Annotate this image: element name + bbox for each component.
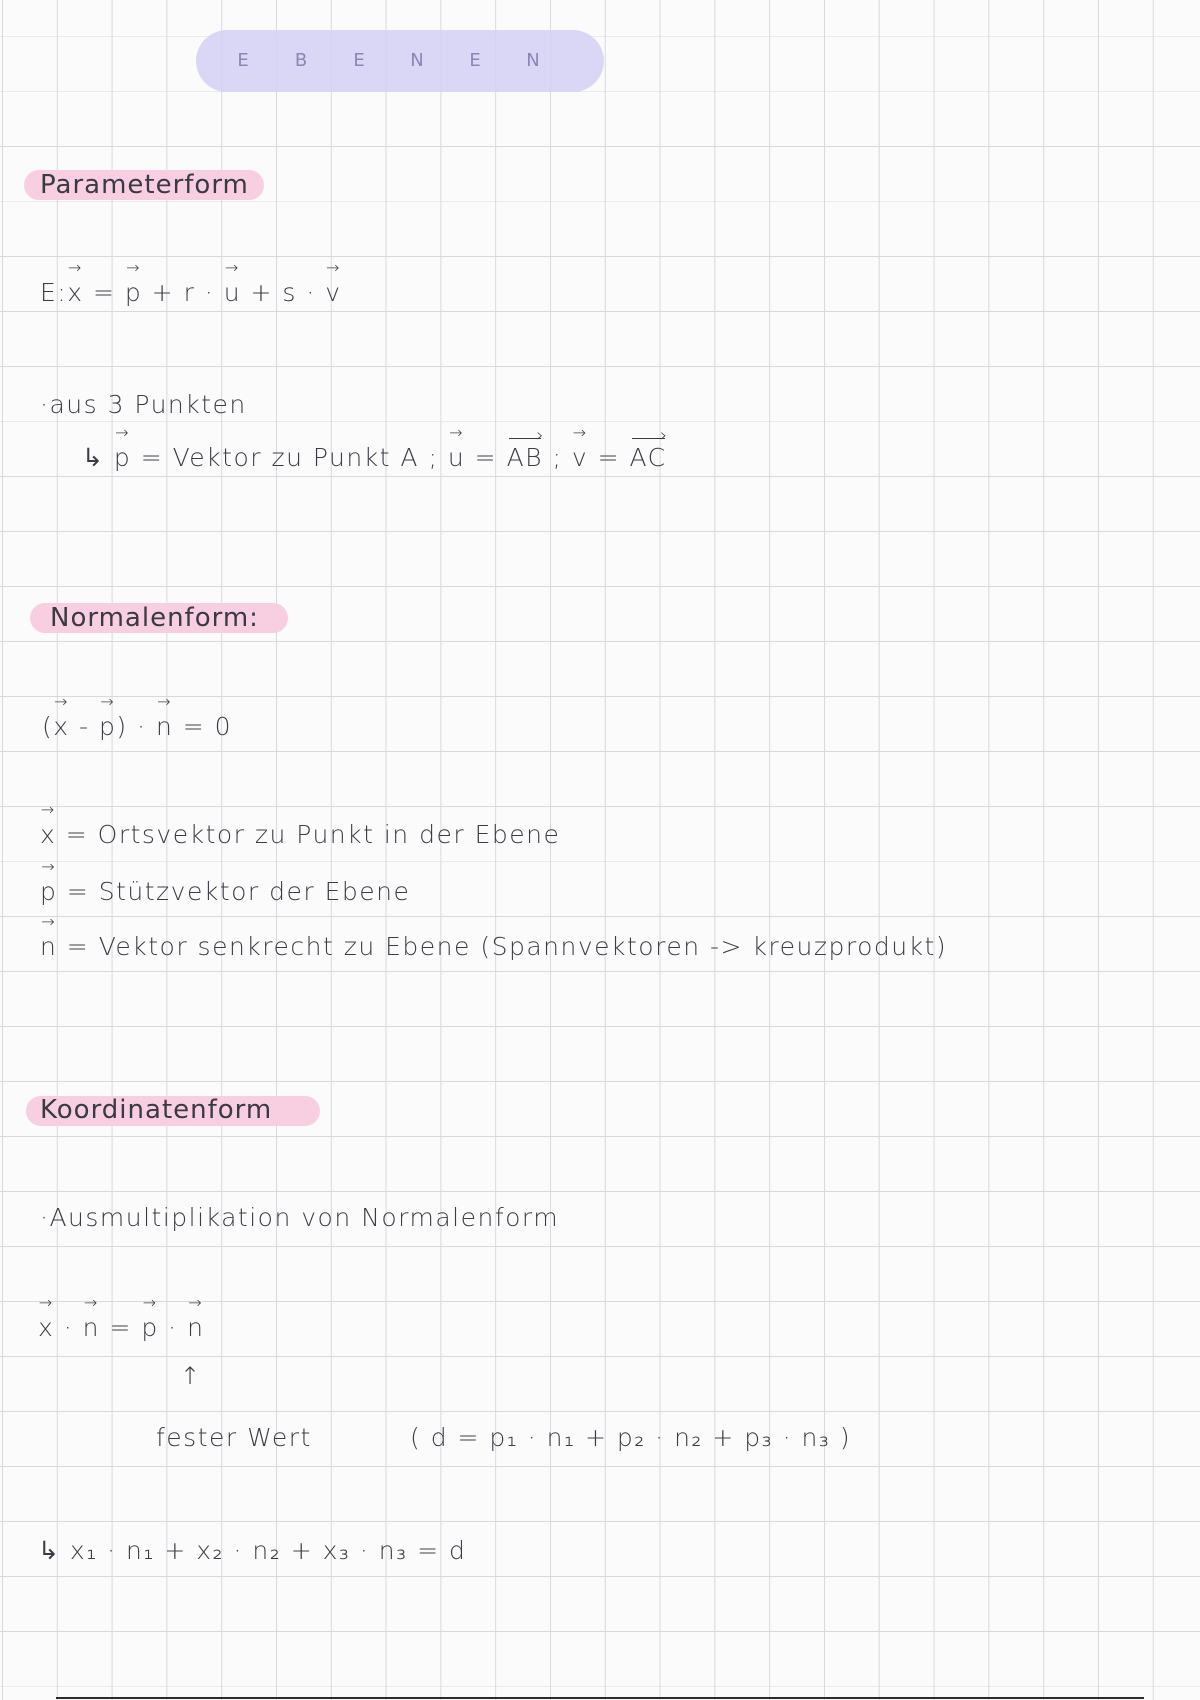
eq-text: ) · [116,712,156,741]
title-letter: E [353,50,365,71]
vector-n: → n [83,1313,100,1342]
vector-x: → x [53,712,69,741]
note-text: = [588,443,630,472]
vector-p: → p [114,443,131,472]
punkten-note [82,443,667,472]
parameterform-equation [40,278,342,307]
note-text: ↳ [82,443,114,472]
vector-n: → n [187,1313,204,1342]
page-title [196,24,604,100]
vector-p: → p [40,877,57,906]
title-letter: E [469,50,481,71]
vector-ab: AB › [507,443,543,472]
heading-koordinatenform: Koordinatenform [40,1095,273,1125]
eq-text: · [158,1313,188,1342]
note-text: = [465,443,507,472]
vector-u: → u [224,278,241,307]
title-letter: B [294,50,308,71]
fester-wert-text: fester Wert [156,1423,312,1452]
definition-row [40,820,560,849]
vector-ac: AC › [630,443,667,472]
vector-x: → x [40,820,56,849]
eq-text: = [83,278,125,307]
title-letter: N [410,50,424,71]
eq-text: ( [42,712,54,741]
note-text: ; [543,443,572,472]
definition-text: = Stützvektor der Ebene [57,877,411,906]
vector-v: → v [325,278,341,307]
eq-text: + r · [142,278,224,307]
aus-punkten-text: ·aus 3 Punkten [40,390,247,419]
title-letter: N [526,50,540,71]
note-text: = Vektor zu Punkt A ; [131,443,448,472]
heading-parameterform: Parameterform [40,170,249,200]
heading-normalenform: Normalenform: [50,603,259,633]
vector-x: → x [38,1313,54,1342]
vector-n: → n [40,932,57,961]
eq-text: - [69,712,99,741]
eq-text: + s · [241,278,326,307]
koordinatenform-final-equation: ↳ x₁ · n₁ + x₂ · n₂ + x₃ · n₃ = d [38,1536,467,1565]
definition-text: = Vektor senkrecht zu Ebene (Spannvektoren -> kreuzprodukt) [57,932,948,961]
definition-row [40,932,947,961]
eq-text: E: [40,278,68,307]
vector-v: → v [572,443,588,472]
vector-x: → x [67,278,83,307]
title-letter: E [237,50,249,71]
eq-text: · [54,1313,83,1342]
vector-u: → u [448,443,465,472]
vector-p: → p [141,1313,158,1342]
ausmultiplikation-text: ·Ausmultiplikation von Normalenform [40,1203,560,1232]
vector-p: → p [99,712,116,741]
eq-text: = 0 [173,712,233,741]
normalenform-equation [42,712,232,741]
koordinatenform-equation [38,1313,204,1342]
definition-row [40,877,410,906]
up-arrow-icon: ↑ [180,1362,202,1390]
divider [56,1697,1144,1699]
vector-n: → n [156,712,173,741]
d-formula: ( d = p₁ · n₁ + p₂ · n₂ + p₃ · n₃ ) [410,1423,852,1452]
definition-text: = Ortsvektor zu Punkt in der Ebene [56,820,561,849]
eq-text: = [100,1313,142,1342]
title-letters [214,50,562,71]
vector-p: → p [125,278,142,307]
